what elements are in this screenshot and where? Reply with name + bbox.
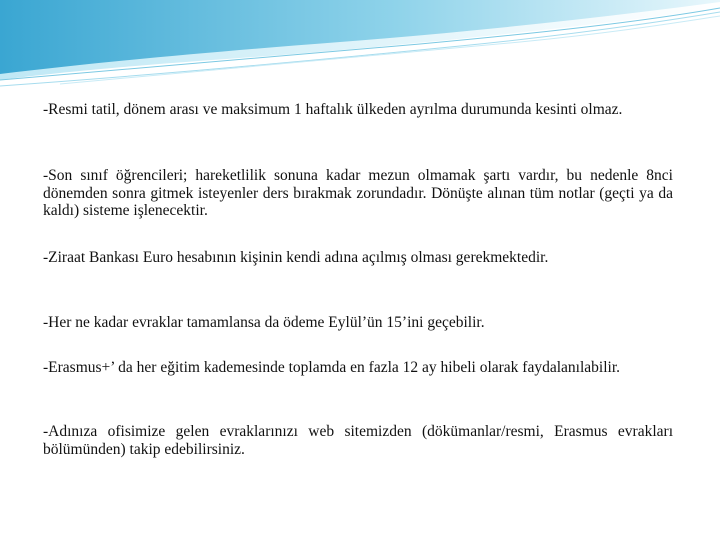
paragraph-erasmus-grant-limit: -Erasmus+’ da her eğitim kademesinde toplamda en fazla 12 ay hibeli olarak faydalanılabilir. [43,359,621,376]
paragraph-document-tracking: -Adınıza ofisimize gelen evraklarınızı web sitemizden (dökümanlar/resmi, Erasmus evrakları bölümünden) takip edebilirsiniz. [43,423,673,458]
paragraph-final-year-students: -Son sınıf öğrencileri; hareketlilik sonuna kadar mezun olmamak şartı vardır, bu nedenle 8nci dönemden sonra gitmek isteyenler ders bırakmak zorundadır. Dönüşte alınan tüm notlar (geçti ya da kaldı) sisteme işlenecektir. [43,167,673,219]
paragraph-holiday-break: -Resmi tatil, dönem arası ve maksimum 1 haftalık ülkeden ayrılma durumunda kesinti olmaz. [43,101,623,118]
paragraph-bank-account: -Ziraat Bankası Euro hesabının kişinin kendi adına açılmış olması gerekmektedir. [43,249,549,266]
paragraph-payment-date: -Her ne kadar evraklar tamamlansa da ödeme Eylül’ün 15’ini geçebilir. [43,314,485,331]
decorative-wave-banner [0,0,720,90]
